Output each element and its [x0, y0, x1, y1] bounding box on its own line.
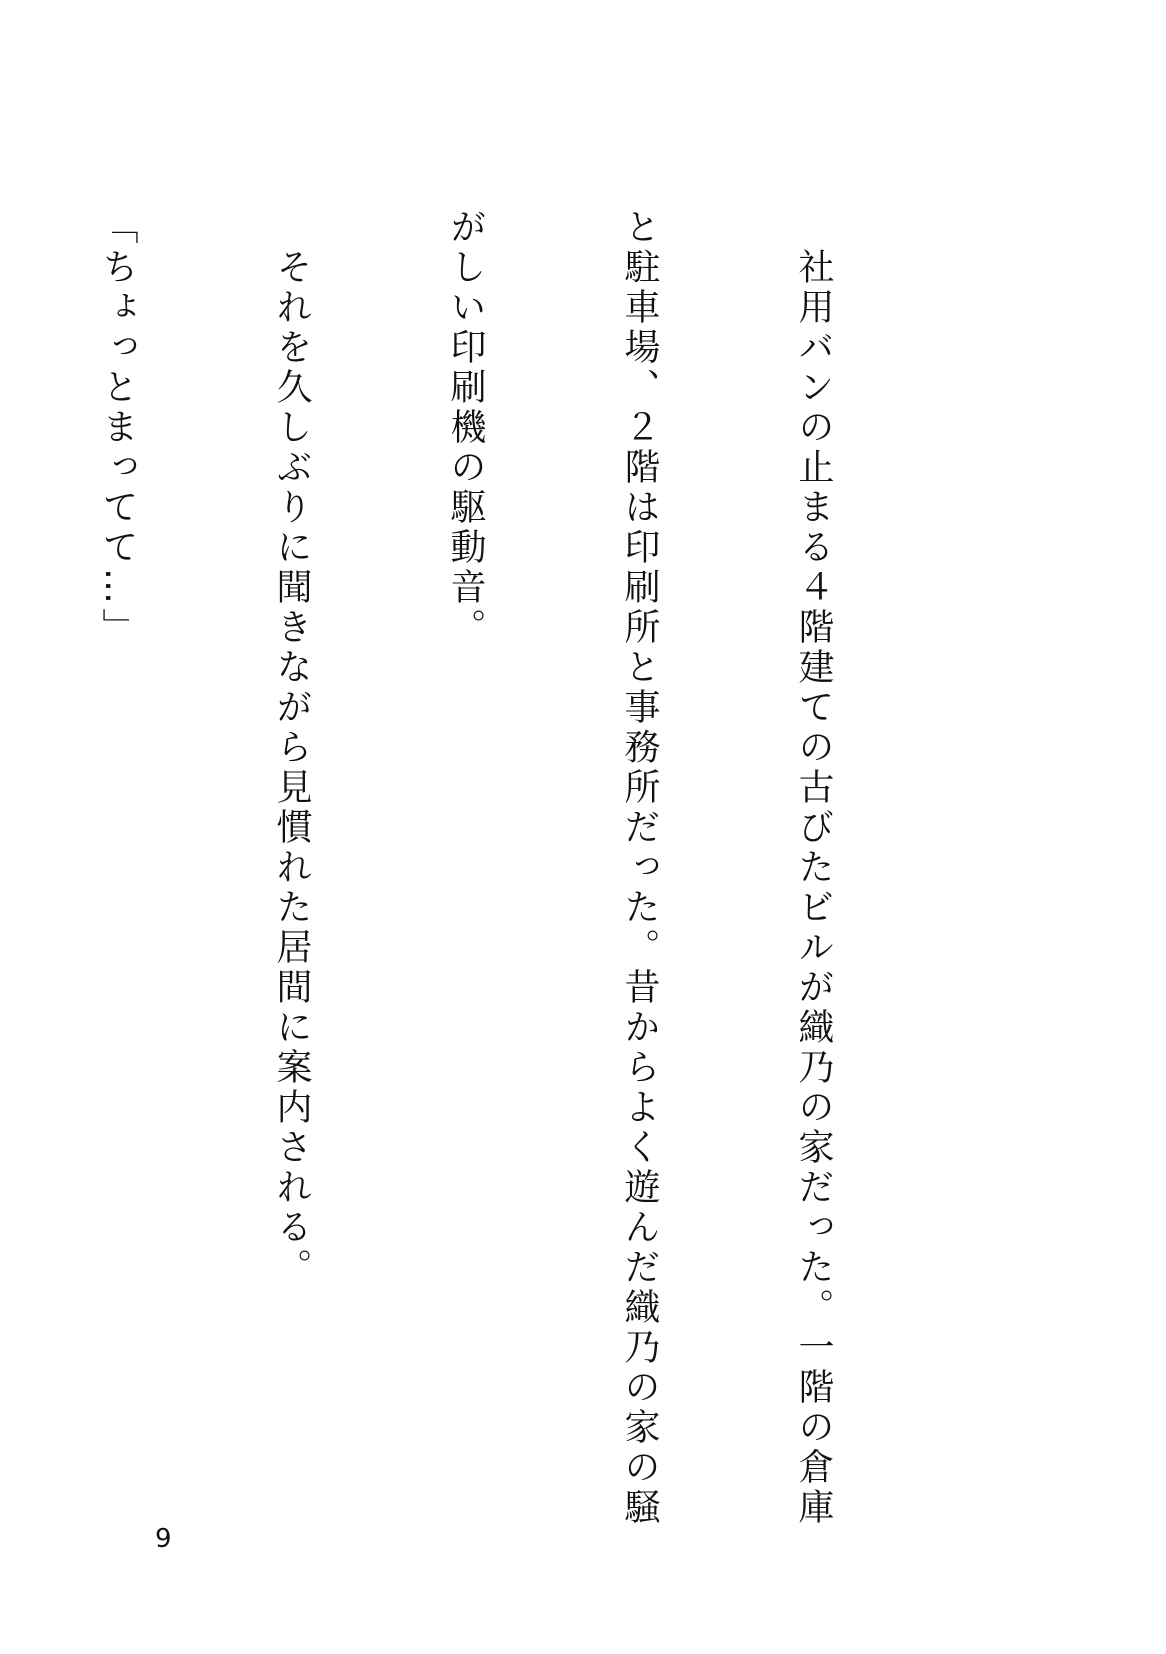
text-line: と駐車場、２階は印刷所と事務所だった。昔からよく遊んだ織乃の家の騒 [619, 208, 660, 1528]
text-line: それを久しぶりに聞きながら見慣れた居間に案内される。 [271, 208, 312, 1288]
page-number: 9 [155, 1524, 172, 1554]
vertical-text-body [0, 208, 958, 1528]
text-line: 「ちょっとまってて…」 [97, 208, 138, 648]
text-line: 社用バンの止まる４階建ての古びたビルが織乃の家だった。一階の倉庫 [793, 208, 834, 1528]
text-line: がしい印刷機の駆動音。 [445, 208, 486, 648]
